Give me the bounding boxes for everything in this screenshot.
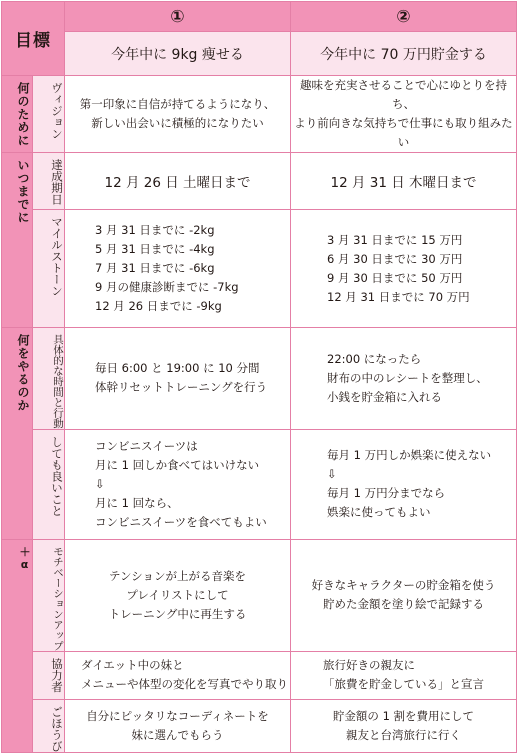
category-why: 何のために (2, 76, 33, 153)
motivation-line: 貯めた金額を塗り絵で記録する (323, 597, 484, 611)
goal-1-number: ① (65, 2, 291, 32)
label-vision: ヴィジョン (33, 76, 65, 153)
reward-line: 親友と台湾旅行に行く (346, 727, 461, 742)
milestones-col2 (291, 210, 517, 328)
milestone-item: 5 月 31 日までに -4kg (95, 242, 215, 256)
partner-line: ダイエット中の妹と (81, 658, 184, 672)
actions-col1 (65, 328, 291, 430)
category-when: いつまでに (2, 153, 33, 328)
milestone-item: 9 月 30 日までに 50 万円 (327, 270, 463, 285)
action-line: 財布の中のレシートを整理し、 (327, 370, 488, 385)
label-partner: 協力者 (33, 651, 65, 699)
allowed-line: コンビニスイーツを食べてもよい (95, 514, 267, 529)
category-plus: ＋α (2, 539, 33, 752)
table-title: 目標 (2, 2, 65, 76)
vision-col2 (291, 76, 517, 153)
motivation-line: 好きなキャラクターの貯金箱を使う (311, 578, 496, 592)
motivation-line: トレーニング中に再生する (108, 606, 247, 621)
motivation-col1 (65, 539, 291, 651)
actions-col2 (291, 328, 517, 430)
milestone-item: 12 月 26 日までに -9kg (95, 299, 222, 313)
partner-line: 旅行好きの親友に (323, 658, 415, 672)
label-motivation: モチベーションアップ (33, 539, 65, 651)
allowed-line: 娯楽に使ってもよい (327, 505, 431, 519)
allowed-line: 毎月 1 万円しか娯楽に使えない (327, 448, 492, 462)
partner-col1 (65, 651, 291, 699)
partner-col2 (291, 651, 517, 699)
allowed-line: 毎月 1 万円分までなら (327, 486, 446, 500)
vision-col1-line: 第一印象に自信が持てるようになり、 (79, 97, 276, 111)
reward-line: 貯金額の 1 割を費用にして (332, 708, 475, 723)
allowed-col1 (65, 429, 291, 539)
category-what: 何をやるのか (2, 328, 33, 540)
motivation-col2 (291, 539, 517, 651)
motivation-line: プレイリストにして (126, 587, 229, 602)
milestone-item: 12 月 31 日までに 70 万円 (327, 289, 470, 304)
reward-line: 自分にピッタリなコーディネートを (86, 708, 269, 723)
motivation-line: テンションが上がる音楽を (109, 568, 246, 583)
vision-col2-line: 趣味を充実させることで心にゆとりを持ち、 (300, 78, 507, 111)
vision-col1 (65, 76, 291, 153)
allowed-line: 月に 1 回なら、 (95, 495, 179, 510)
milestone-item: 6 月 30 日までに 30 万円 (327, 251, 463, 266)
milestone-item: 9 月の健康診断までに -7kg (95, 280, 239, 294)
partner-line: 「旅費を貯金している」と宣言 (323, 677, 484, 691)
label-milestones: マイルストーン (33, 210, 65, 328)
label-allowed: しても良いこと (33, 429, 65, 539)
allowed-line: コンビニスイーツは (95, 438, 198, 453)
partner-line: メニューや体型の変化を写真でやり取り (81, 677, 288, 691)
down-arrow-icon: ⇩ (95, 476, 105, 491)
action-line: 小銭を貯金箱に入れる (327, 389, 442, 404)
milestone-item: 3 月 31 日までに -2kg (95, 223, 215, 237)
label-reward: ごほうび (33, 699, 65, 752)
allowed-line: 月に 1 回しか食べてはいけない (95, 457, 260, 472)
milestones-col1 (65, 210, 291, 328)
allowed-col2 (291, 429, 517, 539)
goal-2-title: 今年中に 70 万円貯金する (291, 32, 517, 76)
deadline-col2: 12 月 31 日 木曜日まで (291, 153, 517, 210)
vision-col1-line: 新しい出会いに積極的になりたい (91, 116, 264, 130)
action-line: 22:00 になったら (327, 351, 422, 366)
action-line: 毎日 6:00 と 19:00 に 10 分間 (95, 361, 260, 376)
down-arrow-icon: ⇩ (327, 467, 337, 481)
deadline-col1: 12 月 26 日 土曜日まで (65, 153, 291, 210)
action-line: 体幹リセットトレーニングを行う (95, 380, 268, 395)
goal-1-title: 今年中に 9kg 痩せる (65, 32, 291, 76)
reward-line: 妹に選んでもらう (131, 727, 224, 742)
label-actions: 具体的な時間と行動 (33, 328, 65, 430)
milestone-item: 3 月 31 日までに 15 万円 (327, 232, 463, 247)
goal-2-number: ② (291, 2, 517, 32)
vision-col2-line: より前向きな気持ちで仕事にも取り組みたい (294, 116, 513, 149)
goal-table (1, 1, 517, 753)
milestone-item: 7 月 31 日までに -6kg (95, 261, 215, 275)
label-deadline: 達成期日 (33, 153, 65, 210)
